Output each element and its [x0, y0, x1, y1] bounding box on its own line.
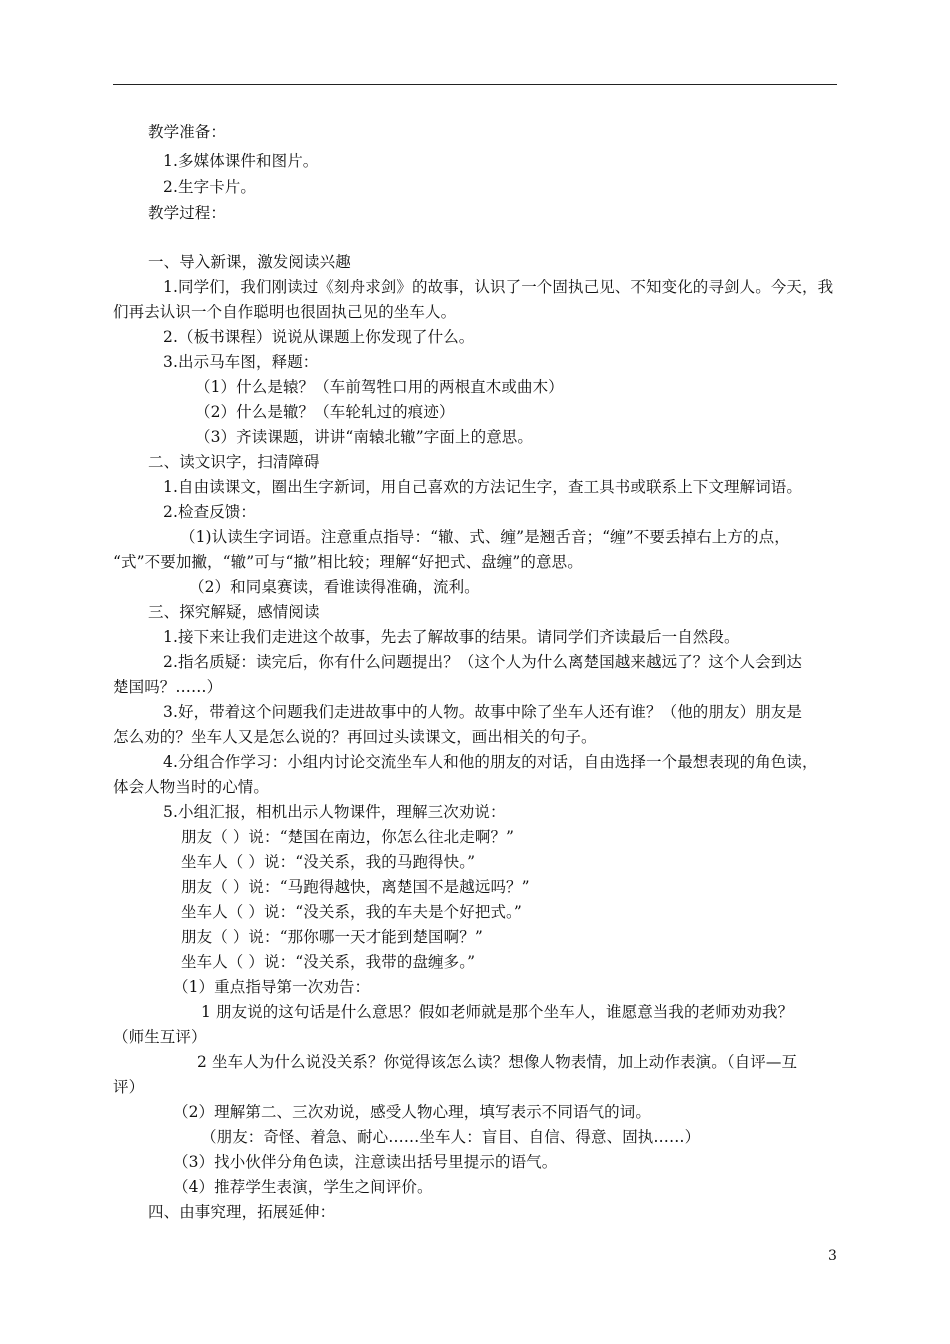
guidance-1-item-1-line-1: 1 朋友说的这句话是什么意思？假如老师就是那个坐车人，谁愿意当我的老师劝劝我？ [201, 1003, 794, 1021]
section-2-para-2: 2.检查反馈： [163, 503, 256, 521]
section-3-para-2-line-1: 2.指名质疑：读完后，你有什么问题提出？（这个人为什么离楚国越来越远了？这个人会到达 [163, 653, 802, 671]
section-3-para-3-line-2: 怎么劝的？坐车人又是怎么说的？再回过头读课文，画出相关的句子。 [113, 728, 597, 746]
dialogue-line-2: 坐车人（ ）说：“没关系，我的马跑得快。” [181, 853, 476, 871]
section-1-para-1-line-2: 们再去认识一个自作聪明也很固执己见的坐车人。 [113, 303, 457, 321]
section-1-para-1-line-1: 1.同学们，我们刚读过《刻舟求剑》的故事，认识了一个固执己见、不知变化的寻剑人。今天，我 [163, 278, 834, 296]
dialogue-line-1: 朋友（ ）说：“楚国在南边，你怎么往北走啊？” [181, 828, 515, 846]
section-1-sub-3: （3）齐读课题，讲讲“南辕北辙”字面上的意思。 [195, 428, 534, 446]
section-2-sub-2: （2）和同桌赛读，看谁读得准确，流利。 [189, 578, 480, 596]
section-1-sub-1: （1）什么是辕？（车前驾牲口用的两根直木或曲木） [195, 378, 564, 396]
dialogue-line-4: 坐车人（ ）说：“没关系，我的车夫是个好把式。” [181, 903, 522, 921]
section-2-para-1: 1.自由读课文，圈出生字新词，用自己喜欢的方法记生字，查工具书或联系上下文理解词语。 [163, 478, 802, 496]
page-number: 3 [828, 1248, 837, 1264]
section-2-title: 二、读文识字，扫清障碍 [148, 453, 320, 471]
header-rule [113, 84, 837, 85]
dialogue-line-3: 朋友（ ）说：“马跑得越快，离楚国不是越远吗？” [181, 878, 530, 896]
section-1-sub-2: （2）什么是辙？（车轮轧过的痕迹） [195, 403, 455, 421]
section-3-para-1: 1.接下来让我们走进这个故事，先去了解故事的结果。请同学们齐读最后一自然段。 [163, 628, 740, 646]
guidance-1-item-1-line-2: （师生互评） [113, 1028, 207, 1046]
guidance-2: （2）理解第二、三次劝说，感受人物心理，填写表示不同语气的词。 [173, 1103, 651, 1121]
guidance-4: （4）推荐学生表演，学生之间评价。 [173, 1178, 433, 1196]
section-3-para-2-line-2: 楚国吗？……） [113, 678, 223, 696]
section-2-sub-1-line-1: （1)认读生字词语。注意重点指导：“辙、式、缠”是翘舌音；“缠”不要丢掉右上方的点， [180, 528, 790, 546]
heading-teaching-process: 教学过程： [148, 204, 227, 222]
section-1-para-2: 2.（板书课程）说说从课题上你发现了什么。 [163, 328, 475, 346]
section-1-para-3: 3.出示马车图，释题： [163, 353, 319, 371]
section-3-title: 三、探究解疑，感情阅读 [148, 603, 320, 621]
guidance-1-item-2-line-1: 2 坐车人为什么说没关系？你觉得该怎么读？想像人物表情，加上动作表演。（自评—互 [197, 1053, 798, 1071]
heading-teaching-preparation: 教学准备： [148, 123, 227, 141]
guidance-1-item-2-line-2: 评） [113, 1078, 145, 1096]
dialogue-line-6: 坐车人（ ）说：“没关系，我带的盘缠多。” [181, 953, 476, 971]
dialogue-line-5: 朋友（ ）说：“那你哪一天才能到楚国啊？” [181, 928, 483, 946]
section-4-title: 四、由事究理，拓展延伸： [148, 1203, 336, 1221]
guidance-3: （3）找小伙伴分角色读，注意读出括号里提示的语气。 [173, 1153, 558, 1171]
guidance-1-title: （1）重点指导第一次劝告： [173, 978, 371, 996]
section-3-para-3-line-1: 3.好，带着这个问题我们走进故事中的人物。故事中除了坐车人还有谁？（他的朋友）朋友是 [163, 703, 802, 721]
guidance-2-words: （朋友：奇怪、着急、耐心……坐车人：盲目、自信、得意、固执……） [201, 1128, 701, 1146]
section-1-title: 一、导入新课，激发阅读兴趣 [148, 253, 351, 271]
section-3-para-4-line-2: 体会人物当时的心情。 [113, 778, 270, 796]
prep-item-2: 2.生字卡片。 [163, 178, 256, 196]
prep-item-1: 1.多媒体课件和图片。 [163, 152, 319, 170]
section-3-para-5: 5.小组汇报，相机出示人物课件，理解三次劝说： [163, 803, 506, 821]
section-2-sub-1-line-2: “式”不要加撇，“辙”可与“撤”相比较；理解“好把式、盘缠”的意思。 [113, 553, 583, 571]
section-3-para-4-line-1: 4.分组合作学习：小组内讨论交流坐车人和他的朋友的对话，自由选择一个最想表现的角色读， [163, 753, 818, 771]
